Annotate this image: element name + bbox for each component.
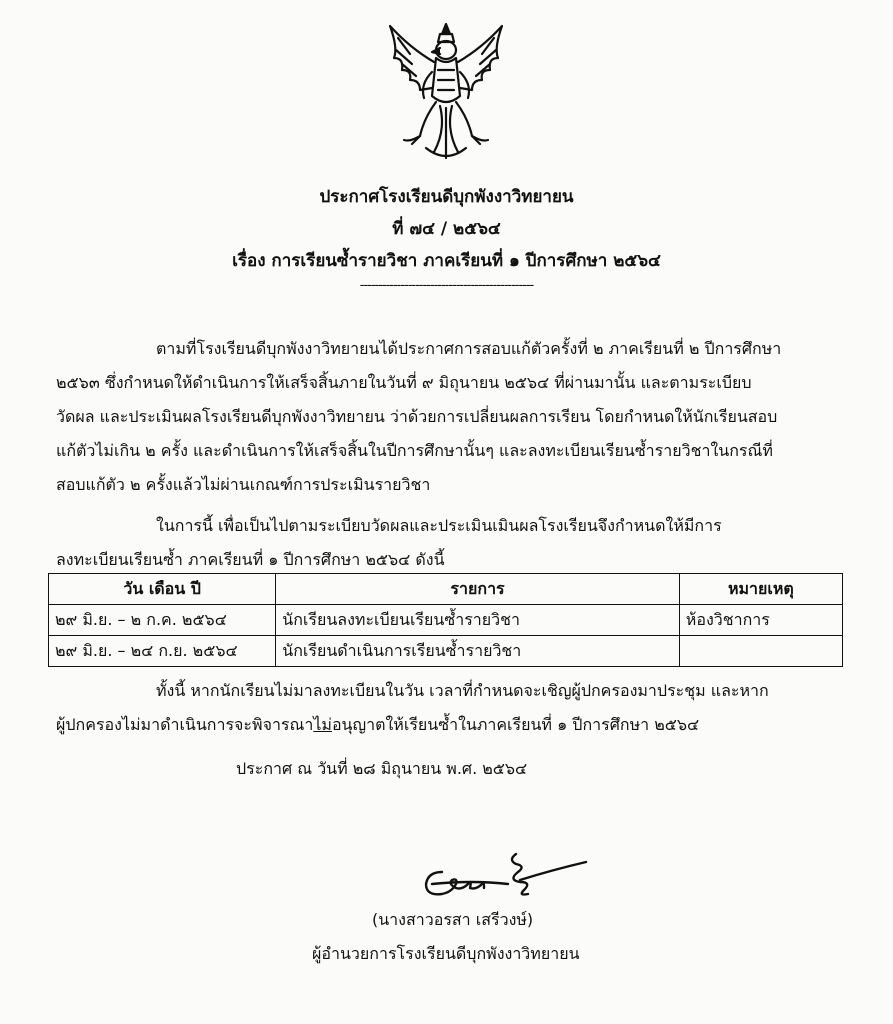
signer-name: (นางสาวอรสา เสรีวงษ์): [372, 910, 534, 929]
paragraph-background: [56, 332, 846, 502]
paragraph-line: ทั้งนี้ หากนักเรียนไม่มาลงทะเบียนในวัน เวลาที่กำหนดจะเชิญผู้ปกครองมาประชุม และหาก: [156, 681, 769, 700]
table-cell-date: ๒๙ มิ.ย. – ๒ ก.ค. ๒๕๖๔: [49, 605, 276, 636]
paragraph-line: วัดผล และประเมินผลโรงเรียนดีบุกพังงาวิทยายน ว่าด้วยการเปลี่ยนผลการเรียน โดยกำหนดให้นักเรียนสอบ: [56, 407, 778, 426]
issued-date: ประกาศ ณ วันที่ ๒๘ มิถุนายน พ.ศ. ๒๕๖๔: [236, 759, 528, 778]
paragraph-line: แก้ตัวไม่เกิน ๒ ครั้ง และดำเนินการให้เสร็จสิ้นในปีการศึกษานั้นๆ และลงทะเบียนเรียนซ้ำรายวิชาในกรณีที่: [56, 441, 773, 460]
paragraph-registration: [56, 509, 846, 577]
table-header-row: [49, 574, 843, 605]
table-cell-remark: ห้องวิชาการ: [679, 605, 842, 636]
header-divider: -----------------------------------------------: [359, 278, 534, 293]
signer-title: ผู้อำนวยการโรงเรียนดีบุกพังงาวิทยายน: [312, 944, 580, 963]
notice-text-after: อนุญาตให้เรียนซ้ำในภาคเรียนที่ ๑ ปีการศึกษา ๒๕๖๔: [331, 715, 700, 734]
table-cell-date: ๒๙ มิ.ย. – ๒๔ ก.ย. ๒๕๖๔: [49, 636, 276, 667]
announcement-number: ที่ ๗๔ / ๒๕๖๔: [392, 219, 501, 239]
table-cell-remark: [679, 636, 842, 667]
column-header-item: รายการ: [276, 574, 680, 605]
paragraph-line: ลงทะเบียนเรียนซ้ำ ภาคเรียนที่ ๑ ปีการศึกษา ๒๕๖๔ ดังนี้: [56, 550, 445, 569]
paragraph-line: สอบแก้ตัว ๒ ครั้งแล้วไม่ผ่านเกณฑ์การประเมินรายวิชา: [56, 475, 431, 494]
underlined-word: ไม่: [313, 715, 332, 734]
table-cell-item: นักเรียนดำเนินการเรียนซ้ำรายวิชา: [276, 636, 680, 667]
table-cell-item: นักเรียนลงทะเบียนเรียนซ้ำรายวิชา: [276, 605, 680, 636]
column-header-date: วัน เดือน ปี: [49, 574, 276, 605]
column-header-remark: หมายเหตุ: [679, 574, 842, 605]
paragraph-notice: [56, 674, 846, 742]
table-row: [49, 605, 843, 636]
schedule-table: [48, 573, 843, 667]
garuda-emblem-icon: [380, 18, 512, 168]
paragraph-line: ตามที่โรงเรียนดีบุกพังงาวิทยายนได้ประกาศการสอบแก้ตัวครั้งที่ ๒ ภาคเรียนที่ ๒ ปีการศึกษา: [156, 339, 782, 358]
paragraph-line: ในการนี้ เพื่อเป็นไปตามระเบียบวัดผลและประเมินเมินผลโรงเรียนจึงกำหนดให้มีการ: [156, 516, 722, 535]
announcement-subject: เรื่อง การเรียนซ้ำรายวิชา ภาคเรียนที่ ๑ ปีการศึกษา ๒๕๖๔: [232, 251, 661, 271]
paragraph-line: ๒๕๖๓ ซึ่งกำหนดให้ดำเนินการให้เสร็จสิ้นภายในวันที่ ๙ มิถุนายน ๒๕๖๔ ที่ผ่านมานั้น และตามระเบียบ: [56, 373, 752, 392]
announcement-title: ประกาศโรงเรียนดีบุกพังงาวิทยายน: [319, 187, 574, 207]
paragraph-line: [56, 708, 846, 742]
notice-text-before: ผู้ปกครองไม่มาดำเนินการจะพิจารณา: [56, 715, 314, 734]
table-row: [49, 636, 843, 667]
signature-image: [412, 850, 592, 910]
